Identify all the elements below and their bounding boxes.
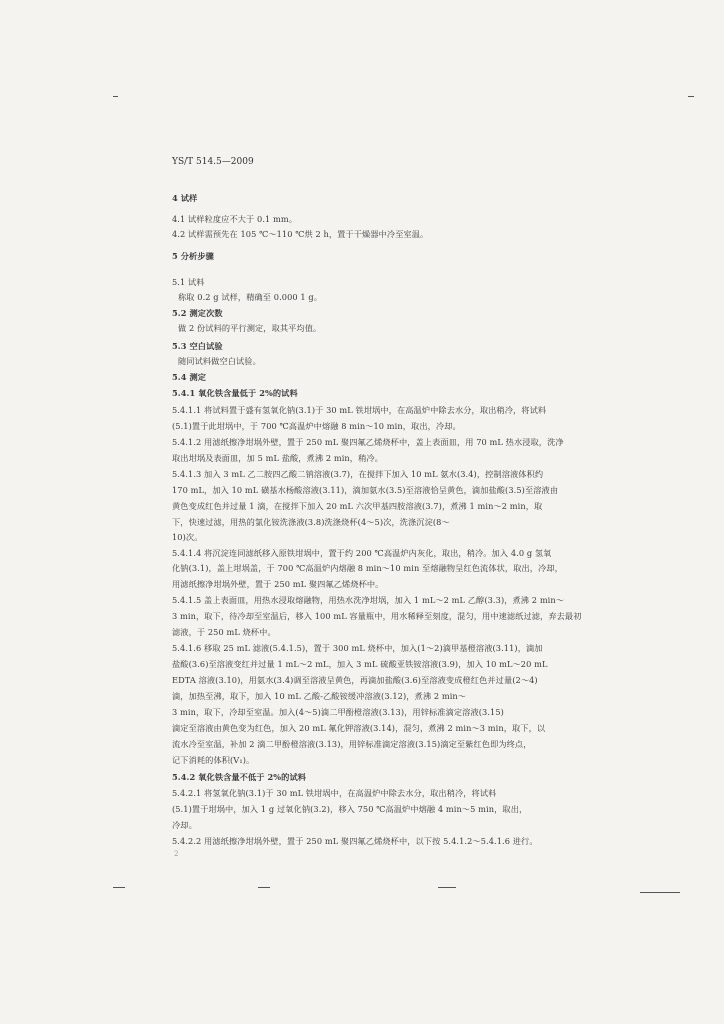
- body-text-line: 5.4.1.3 加入 3 mL 乙二胺四乙酸二钠溶液(3.7)，在搅拌下加入 10 mL 氨水(3.4)，控制溶液体积约: [172, 469, 544, 479]
- body-text-line: 取出坩埚及表面皿，加 5 mL 盐酸，煮沸 2 min，稍冷。: [172, 453, 383, 463]
- body-text-line: 盐酸(3.6)至溶液变红并过量 1 mL～2 mL，加入 3 mL 硫酸亚铁铵溶液(3.9)，加入 10 mL～20 mL: [172, 659, 548, 669]
- body-text-line: 做 2 份试料的平行测定，取其平均值。: [178, 323, 322, 333]
- body-text-line: 5.4.2.2 用滤纸擦净坩埚外壁，置于 250 mL 聚四氟乙烯烧杯中，以下按 5.4.1.2～5.4.1.6 进行。: [172, 836, 538, 846]
- body-text-line: (5.1)置于此坩埚中，于 700 ℃高温炉中熔融 8 min～10 min，取出，冷却。: [172, 421, 461, 431]
- body-text-line: 5.4.1.5 盖上表面皿，用热水浸取熔融物，用热水洗净坩埚，加入 1 mL～2 mL 乙醇(3.3)，煮沸 2 min～: [172, 595, 565, 605]
- body-text-line: 滤液，于 250 mL 烧杯中。: [172, 627, 276, 637]
- body-text-line: (5.1)置于坩埚中，加入 1 g 过氧化钠(3.2)，移入 750 ℃高温炉中熔融 4 min～5 min，取出，: [172, 804, 528, 814]
- scan-mark-top-left: [113, 96, 118, 97]
- scan-mark-bottom-left: [113, 887, 125, 888]
- scan-mark-bottom-mid1: [258, 887, 270, 888]
- clause-line: 4.2 试样需预先在 105 ℃～110 ℃烘 2 h，置于干燥器中冷至室温。: [172, 229, 429, 239]
- subsection-heading: 5.4.2 氧化铁含量不低于 2%的试料: [172, 772, 307, 782]
- body-text-line: 称取 0.2 g 试样，精确至 0.000 1 g。: [178, 292, 323, 302]
- subsection-heading: 5.4.1 氧化铁含量低于 2%的试料: [172, 388, 298, 398]
- section-heading: 5 分析步骤: [172, 251, 214, 261]
- body-text-line: 黄色变成红色并过量 1 滴，在搅拌下加入 20 mL 六次甲基四胺溶液(3.7)，煮沸 1 min～2 min，取: [172, 501, 543, 511]
- body-text-line: 170 mL，加入 10 mL 磺基水杨酸溶液(3.11)，滴加氨水(3.5)至溶液恰呈黄色，滴加盐酸(3.5)至溶液由: [172, 485, 559, 495]
- body-text-line: 5.4.2.1 将氢氧化钠(3.1)于 30 mL 铁坩埚中，在高温炉中除去水分，取出稍冷，将试料: [172, 788, 497, 798]
- body-text-line: 下，快速过滤，用热的氯化铵洗涤液(3.8)洗涤烧杯(4～5)次，洗涤沉淀(8～: [172, 517, 450, 527]
- body-text-line: 5.4.1.2 用滤纸擦净坩埚外壁，置于 250 mL 聚四氟乙烯烧杯中，盖上表面皿，用 70 mL 热水浸取，洗净: [172, 437, 564, 447]
- body-text-line: 随同试料做空白试验。: [178, 356, 261, 366]
- scan-mark-top-right: [688, 96, 694, 97]
- body-text-line: 5.4.1.6 移取 25 mL 滤液(5.4.1.5)，置于 300 mL 烧杯中，加入(1～2)滴甲基橙溶液(3.11)，滴加: [172, 643, 543, 653]
- body-text-line: 滴，加热至沸，取下，加入 10 mL 乙酸-乙酸铵缓冲溶液(3.12)，煮沸 2 min～: [172, 691, 467, 701]
- body-text-line: 3 min，取下，冷却至室温。加入(4～5)滴二甲酚橙溶液(3.13)，用锌标准滴定溶液(3.15): [172, 707, 504, 717]
- subsection-heading: 5.4 测定: [172, 372, 207, 382]
- clause-line: 4.1 试样粒度应不大于 0.1 mm。: [172, 214, 298, 224]
- body-text-line: 流水冷至室温，补加 2 滴二甲酚橙溶液(3.13)，用锌标准滴定溶液(3.15)滴定至紫红色即为终点，: [172, 739, 532, 749]
- body-text-line: 用滤纸擦净坩埚外壁，置于 250 mL 聚四氟乙烯烧杯中。: [172, 579, 384, 589]
- body-text-line: 冷却。: [172, 820, 197, 830]
- page-number: 2: [174, 850, 179, 858]
- body-text-line: 滴定至溶液由黄色变为红色，加入 20 mL 氟化钾溶液(3.14)，混匀，煮沸 2 min～3 min，取下，以: [172, 723, 546, 733]
- clause-line: 5.1 试料: [172, 277, 205, 287]
- subsection-heading: 5.2 测定次数: [172, 308, 223, 318]
- section-heading: 4 试样: [172, 193, 198, 203]
- scan-mark-bottom-right: [640, 892, 680, 893]
- body-text-line: 3 min，取下，待冷却至室温后，移入 100 mL 容量瓶中，用水稀释至刻度，混匀，用中速滤纸过滤，弃去最初: [172, 611, 582, 621]
- body-text-line: 化钠(3.1)，盖上坩埚盖，于 700 ℃高温炉内熔融 8 min～10 min 至熔融物呈红色流体状，取出，冷却，: [172, 563, 563, 573]
- body-text-line: 记下消耗的体积(V₁)。: [172, 755, 255, 765]
- body-text-line: 5.4.1.4 将沉淀连同滤纸移入原铁坩埚中，置于约 200 ℃高温炉内灰化，取出，稍冷。加入 4.0 g 氢氧: [172, 548, 552, 558]
- document-number: YS/T 514.5—2009: [172, 157, 254, 167]
- subsection-heading: 5.3 空白试验: [172, 341, 223, 351]
- body-text-line: 10)次。: [172, 532, 203, 542]
- body-text-line: 5.4.1.1 将试料置于盛有氢氧化钠(3.1)于 30 mL 铁坩埚中，在高温炉中除去水分，取出稍冷，将试料: [172, 405, 547, 415]
- body-text-line: EDTA 溶液(3.10)，用氨水(3.4)调至溶液呈黄色，再滴加盐酸(3.6)至溶液变成橙红色并过量(2～4): [172, 675, 538, 685]
- scan-mark-bottom-mid2: [438, 887, 456, 888]
